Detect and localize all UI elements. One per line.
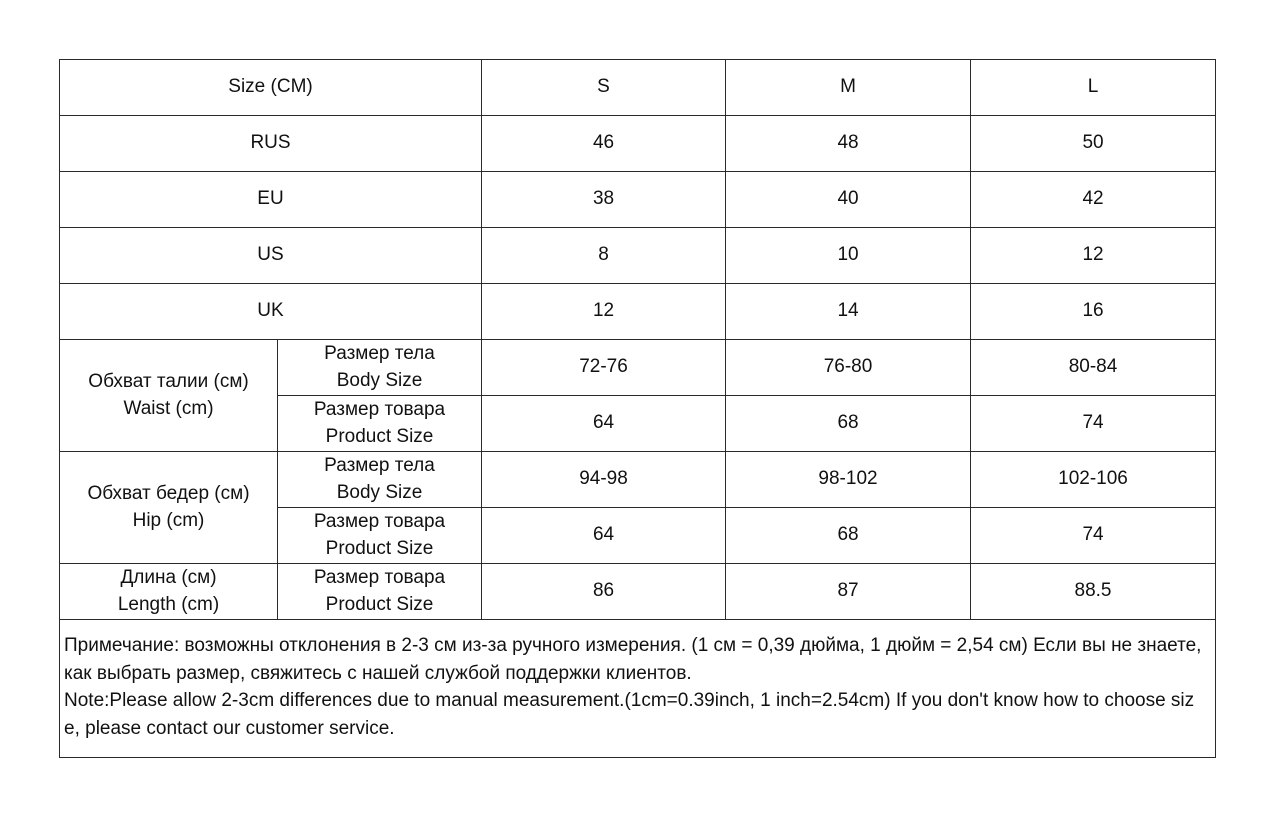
table-cell: 86 bbox=[482, 564, 726, 620]
sub-label-en: Product Size bbox=[325, 537, 434, 559]
product-size-label bbox=[278, 396, 482, 452]
sub-label-en: Body Size bbox=[336, 481, 423, 503]
waist-label-en: Waist (cm) bbox=[123, 397, 214, 419]
hip-label-ru: Обхват бедер (см) bbox=[87, 483, 250, 505]
waist-label-ru: Обхват талии (см) bbox=[88, 371, 249, 393]
note-text-ru: Примечание: возможны отклонения в 2-3 см из-за ручного измерения. (1 см = 0,39 дюйма, 1 дюйм = 2,54 см) Если вы не знаете, как выбрать размер, свяжитесь с нашей службой поддержки клиентов. bbox=[64, 635, 1202, 684]
note-text-en: Note:Please allow 2-3cm differences due to manual measurement.(1cm=0.39inch, 1 inch=2.54cm) If you don't know how to choose size, please contact our customer service. bbox=[64, 690, 1195, 739]
note-row bbox=[60, 620, 1216, 758]
table-row bbox=[60, 452, 1216, 508]
table-cell: 8 bbox=[482, 228, 726, 284]
size-m-header: M bbox=[726, 60, 971, 116]
table-cell: 50 bbox=[971, 116, 1216, 172]
table-cell: 68 bbox=[726, 396, 971, 452]
table-row bbox=[60, 116, 1216, 172]
size-s-header: S bbox=[482, 60, 726, 116]
table-cell: 14 bbox=[726, 284, 971, 340]
table-cell: 80-84 bbox=[971, 340, 1216, 396]
sub-label-en: Product Size bbox=[325, 425, 434, 447]
table-cell: 94-98 bbox=[482, 452, 726, 508]
table-cell: 40 bbox=[726, 172, 971, 228]
eu-label: EU bbox=[60, 172, 482, 228]
body-size-label bbox=[278, 340, 482, 396]
table-cell: 48 bbox=[726, 116, 971, 172]
table-row bbox=[60, 340, 1216, 396]
table-cell: 38 bbox=[482, 172, 726, 228]
uk-label: UK bbox=[60, 284, 482, 340]
table-row bbox=[60, 284, 1216, 340]
sub-label-ru: Размер тела bbox=[324, 455, 435, 477]
size-l-header: L bbox=[971, 60, 1216, 116]
sub-label-ru: Размер тела bbox=[324, 343, 435, 365]
table-cell: 76-80 bbox=[726, 340, 971, 396]
table-row bbox=[60, 228, 1216, 284]
table-cell: 72-76 bbox=[482, 340, 726, 396]
length-label-ru: Длина (см) bbox=[120, 567, 217, 589]
length-label-en: Length (cm) bbox=[117, 593, 220, 615]
sub-label-ru: Размер товара bbox=[313, 511, 446, 533]
table-cell: 12 bbox=[482, 284, 726, 340]
table-cell: 98-102 bbox=[726, 452, 971, 508]
sub-label-en: Product Size bbox=[325, 593, 434, 615]
table-cell: 42 bbox=[971, 172, 1216, 228]
size-header-cell: Size (CM) bbox=[60, 60, 482, 116]
table-cell: 88.5 bbox=[971, 564, 1216, 620]
us-label: US bbox=[60, 228, 482, 284]
table-cell: 74 bbox=[971, 396, 1216, 452]
rus-label: RUS bbox=[60, 116, 482, 172]
table-cell: 10 bbox=[726, 228, 971, 284]
table-cell: 64 bbox=[482, 396, 726, 452]
sub-label-ru: Размер товара bbox=[313, 399, 446, 421]
table-cell: 64 bbox=[482, 508, 726, 564]
product-size-label bbox=[278, 508, 482, 564]
hip-label-en: Hip (cm) bbox=[132, 509, 205, 531]
waist-label bbox=[60, 340, 278, 452]
hip-label bbox=[60, 452, 278, 564]
table-cell: 74 bbox=[971, 508, 1216, 564]
table-cell: 16 bbox=[971, 284, 1216, 340]
table-row bbox=[60, 172, 1216, 228]
header-row bbox=[60, 60, 1216, 116]
table-row bbox=[60, 564, 1216, 620]
table-cell: 46 bbox=[482, 116, 726, 172]
product-size-label bbox=[278, 564, 482, 620]
table-cell: 12 bbox=[971, 228, 1216, 284]
body-size-label bbox=[278, 452, 482, 508]
length-label bbox=[60, 564, 278, 620]
note-cell bbox=[60, 620, 1216, 758]
table-cell: 68 bbox=[726, 508, 971, 564]
sub-label-ru: Размер товара bbox=[313, 567, 446, 589]
table-cell: 87 bbox=[726, 564, 971, 620]
table-cell: 102-106 bbox=[971, 452, 1216, 508]
size-chart-table bbox=[59, 59, 1216, 758]
sub-label-en: Body Size bbox=[336, 369, 423, 391]
